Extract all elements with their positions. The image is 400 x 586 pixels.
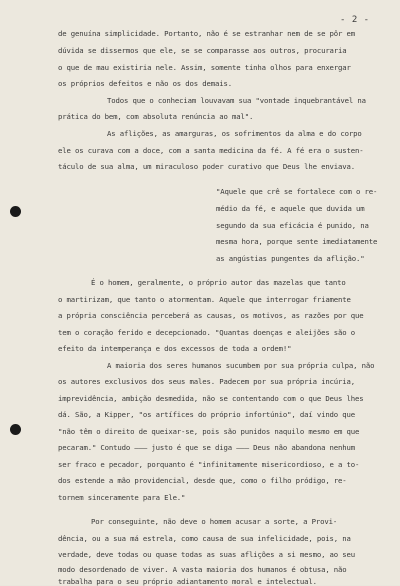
text-line: o que de mau existiria nele. Assim, somente tinha olhos para enxergar (58, 63, 351, 72)
text-line: ele os curava com a doce, com a santa medicina da fé. A fé era o susten- (58, 146, 364, 155)
text-line: trabalha para o seu próprio adiantamento moral e intelectual. (58, 577, 317, 586)
text-line: modo desordenado de viver. A vasta maioria dos humanos é obtusa, não (58, 565, 347, 574)
punch-hole (10, 424, 21, 435)
text-line: tornem sinceramente para Ele." (58, 493, 186, 502)
text-line: prática do bem, com absoluta renúncia ao mal". (58, 112, 254, 121)
text-line: dência, ou a sua má estrela, como causa de sua infelicidade, pois, na (58, 534, 351, 543)
text-line: As aflições, as amarguras, os sofrimentos da alma e do corpo (107, 129, 362, 138)
quote-line: segundo da sua eficácia é punido, na (216, 221, 369, 230)
text-line: Por conseguinte, não deve o homem acusar a sorte, a Provi- (91, 517, 338, 526)
punch-hole (10, 206, 21, 217)
text-line: dá. São, a Kipper, "os artífices do próprio infortúnio", daí vindo que (58, 410, 356, 419)
page-number: - 2 - (340, 15, 370, 25)
quote-line: médio da fé, e aquele que duvida um (216, 204, 365, 213)
text-line: tem o coração ferido e decepcionado. "Quantas doenças e aleijões são o (58, 328, 356, 337)
text-line: É o homem, geralmente, o próprio autor das mazelas que tanto (91, 278, 346, 287)
quote-line: as angústias pungentes da aflição." (216, 254, 365, 263)
text-line: Todos que o conheciam louvavam sua "vontade inquebrantável na (107, 96, 366, 105)
text-line: efeito da intemperança e dos excessos de toda a ordem!" (58, 344, 292, 353)
text-line: os próprios defeitos e não os dos demais. (58, 79, 232, 88)
text-line: o martirizam, que tanto o atormentam. Aquele que interrogar friamente (58, 295, 351, 304)
text-line: táculo de sua alma, um miraculoso poder curativo que Deus lhe enviava. (58, 162, 356, 171)
quote-line: "Aquele que crê se fortalece com o re- (216, 187, 378, 196)
text-line: "não têm o direito de queixar-se, pois são punidos naquilo mesmo em que (58, 427, 360, 436)
text-line: dos estende a mão providencial, desde que, como o filho pródigo, re- (58, 476, 347, 485)
text-line: imprevidência, ambição desmedida, não se contentando com o que Deus lhes (58, 394, 364, 403)
quote-line: mesma hora, porque sente imediatamente (216, 237, 378, 246)
text-line: ser fraco e pecador, porquanto é "infinitamente misericordioso, e a to- (58, 460, 360, 469)
text-line: dúvida se dissermos que ele, se se comparasse aos outros, procuraria (58, 46, 347, 55)
text-line: a própria consciência perceberá as causas, os motivos, as razões por que (58, 311, 364, 320)
text-line: verdade, deve todas ou quase todas as suas aflições a si mesmo, ao seu (58, 550, 356, 559)
text-line: pecaram." Contudo ––– justo é que se diga ––– Deus não abandona nenhum (58, 443, 356, 452)
text-line: os autores exclusivos dos seus males. Padecem por sua própria incúria, (58, 377, 356, 386)
text-line: A maioria dos seres humanos sucumbem por sua própria culpa, não (107, 361, 375, 370)
text-line: de genuína simplicidade. Portanto, não é se estranhar nem de se pôr em (58, 29, 356, 38)
